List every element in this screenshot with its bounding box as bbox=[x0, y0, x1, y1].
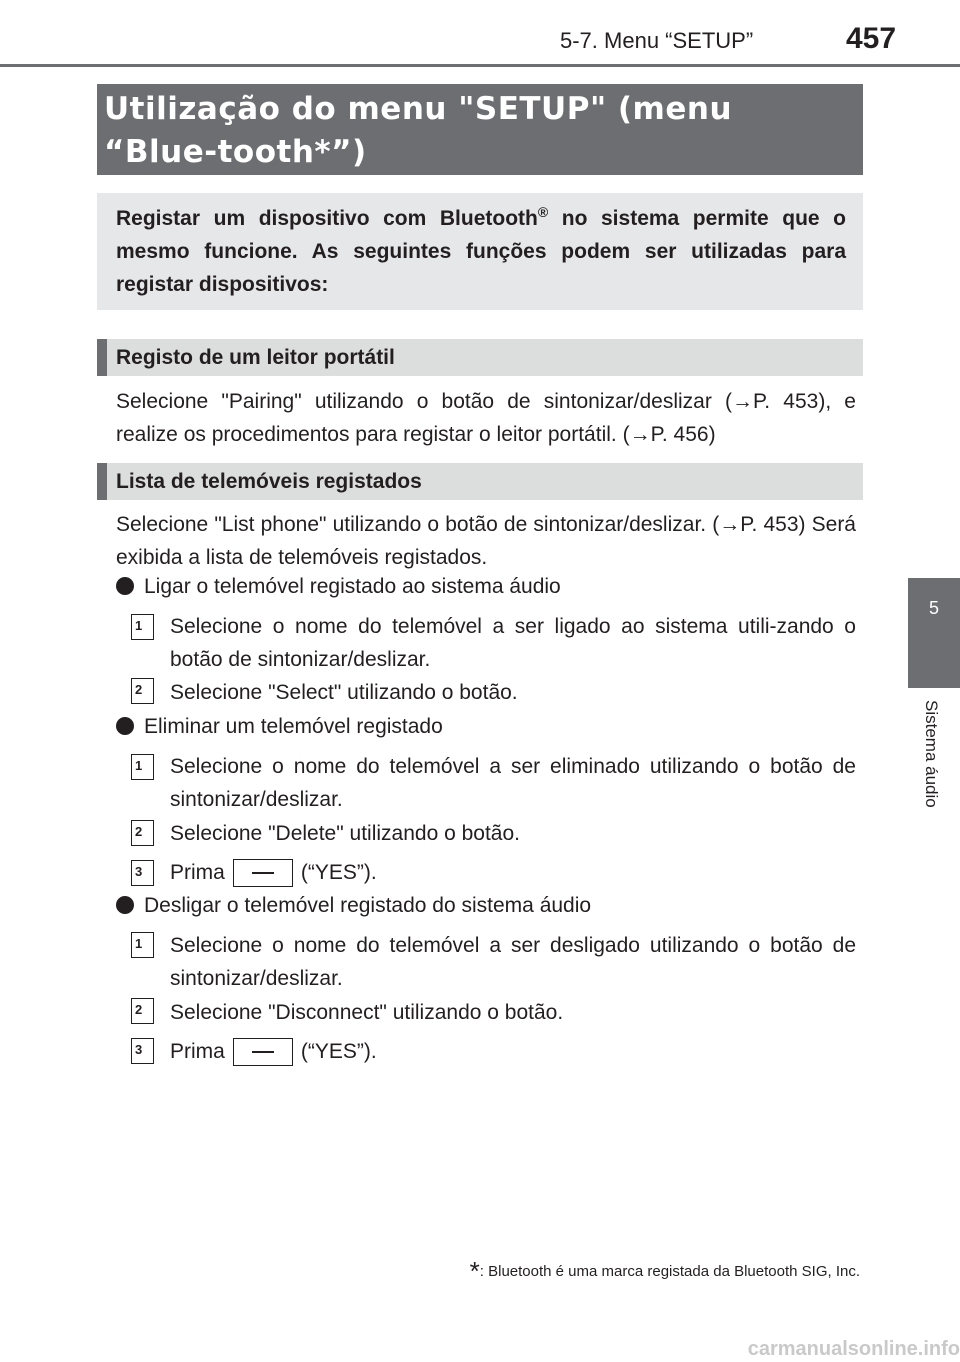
footnote-text: : Bluetooth é uma marca registada da Bluetooth SIG, Inc. bbox=[479, 1263, 860, 1280]
bullet-label: Ligar o telemóvel registado ao sistema áudio bbox=[144, 575, 561, 598]
intro-text-after: no sistema permite que o mesmo funcione. As seguintes funções podem ser utilizadas para registar dispositivos: bbox=[116, 207, 846, 296]
step-suffix: (“YES”). bbox=[300, 1040, 377, 1063]
registered-mark: ® bbox=[537, 204, 549, 220]
section-heading-phone-list: Lista de telemóveis registados bbox=[116, 470, 422, 493]
header-rule bbox=[0, 64, 960, 67]
dash-icon bbox=[252, 1051, 274, 1053]
watermark: carmanualsonline.info bbox=[747, 1338, 960, 1360]
step-number-box: 2 bbox=[131, 820, 154, 846]
step-text: Selecione "Select" utilizando o botão. bbox=[170, 681, 518, 704]
bullet-disconnect-phone bbox=[116, 889, 856, 922]
step-text bbox=[170, 856, 856, 889]
section1-body: Selecione "Pairing" utilizando o botão de sintonizar/deslizar (→P. 453), e realize os procedimentos para registar o leitor portátil. (→P. 456) bbox=[116, 390, 856, 446]
bullet-dot-icon bbox=[116, 896, 134, 914]
step-number-box: 1 bbox=[131, 932, 154, 958]
yes-button-icon bbox=[233, 1038, 293, 1066]
step-text bbox=[170, 1035, 856, 1068]
step-text: Selecione o nome do telemóvel a ser eliminado utilizando o botão de sintonizar/deslizar. bbox=[170, 755, 856, 811]
footnote-star: * bbox=[469, 1256, 480, 1286]
step-prefix: Prima bbox=[170, 1040, 225, 1063]
step-text: Selecione o nome do telemóvel a ser ligado ao sistema utili-zando o botão de sintonizar/deslizar. bbox=[170, 615, 856, 671]
yes-button-icon bbox=[233, 859, 293, 887]
chapter-tab: 5 bbox=[908, 578, 960, 688]
intro-text bbox=[116, 202, 846, 301]
section-heading-portable-player: Registo de um leitor portátil bbox=[116, 346, 395, 369]
step-text: Selecione "Delete" utilizando o botão. bbox=[170, 822, 520, 845]
intro-text-before: Registar um dispositivo com Bluetooth bbox=[116, 207, 538, 230]
bullet-label: Desligar o telemóvel registado do sistema áudio bbox=[144, 894, 592, 917]
step-number-box: 2 bbox=[131, 998, 154, 1024]
bullet-label: Eliminar um telemóvel registado bbox=[144, 715, 443, 738]
bullet-dot-icon bbox=[116, 717, 134, 735]
step-number-box: 1 bbox=[131, 754, 154, 780]
page-title: Utilização do menu "SETUP" (menu “Blue-tooth*”) bbox=[104, 91, 733, 170]
footnote bbox=[360, 1256, 860, 1287]
step-number-box: 1 bbox=[131, 614, 154, 640]
bullet-delete-phone bbox=[116, 710, 856, 743]
bullet-connect-phone bbox=[116, 570, 856, 603]
section-heading-accent bbox=[97, 339, 107, 376]
step-suffix: (“YES”). bbox=[300, 861, 377, 884]
header-section-title: 5-7. Menu “SETUP” bbox=[560, 28, 754, 53]
step-text: Selecione o nome do telemóvel a ser desligado utilizando o botão de sintonizar/deslizar. bbox=[170, 934, 856, 990]
section2-body: Selecione "List phone" utilizando o botão de sintonizar/deslizar. (→P. 453) Será exibida a lista de telemóveis registados. bbox=[116, 513, 856, 569]
section-heading-accent bbox=[97, 463, 107, 500]
page-number: 457 bbox=[846, 22, 897, 55]
dash-icon bbox=[252, 872, 274, 874]
step-text: Selecione "Disconnect" utilizando o botão. bbox=[170, 1001, 564, 1024]
bullet-dot-icon bbox=[116, 577, 134, 595]
step-prefix: Prima bbox=[170, 861, 225, 884]
chapter-label: Sistema áudio bbox=[922, 700, 941, 808]
step-number-box: 3 bbox=[131, 1038, 154, 1064]
step-number-box: 3 bbox=[131, 860, 154, 886]
step-number-box: 2 bbox=[131, 678, 154, 704]
